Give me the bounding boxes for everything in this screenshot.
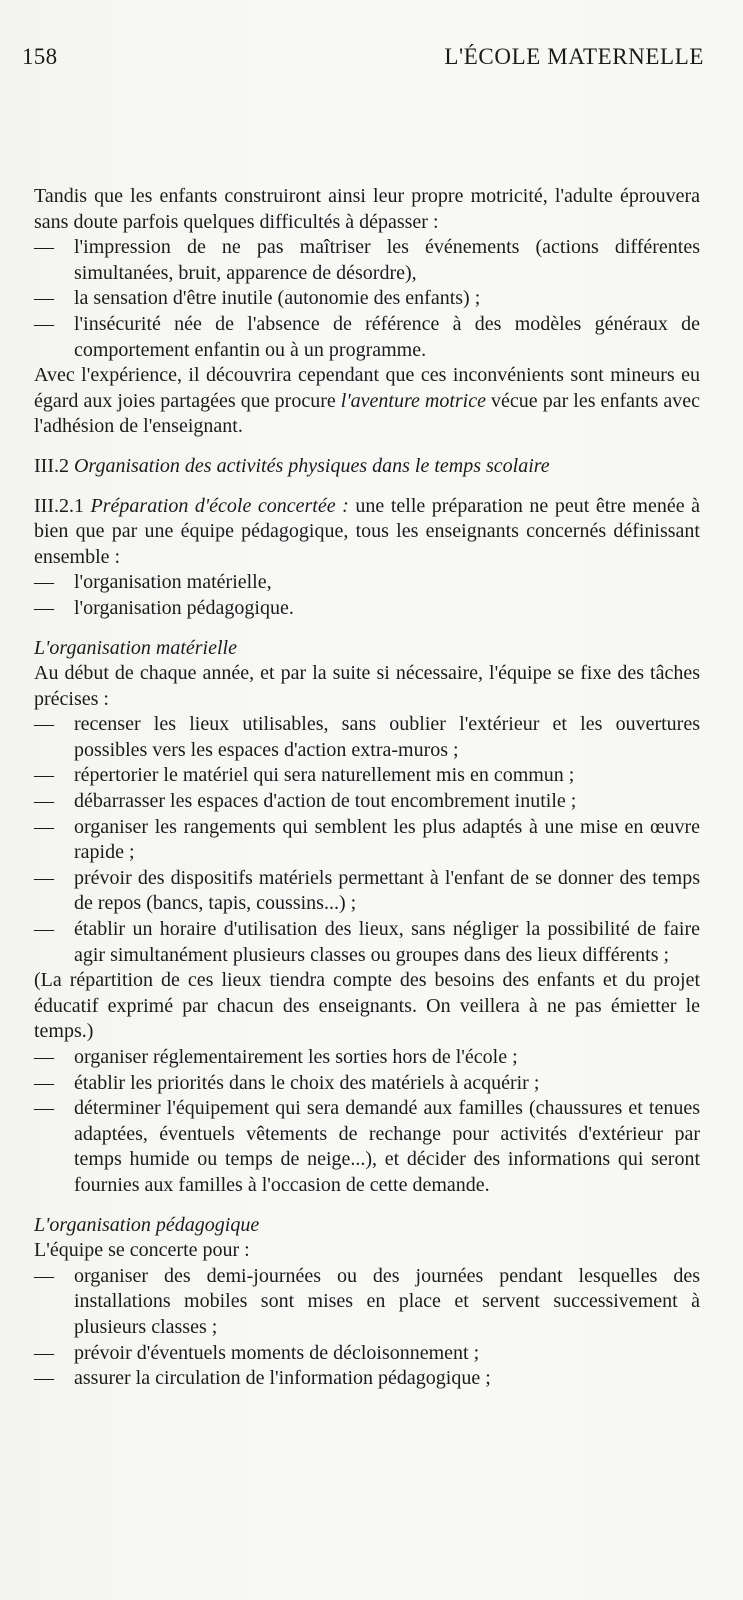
dash-mark: — xyxy=(34,815,54,838)
dash-mark: — xyxy=(34,236,54,259)
organisation-materielle-note: (La répartition de ces lieux tiendra compte des besoins des enfants et du projet éducatif exprimé par chacun des enseignants. On veillera à ne pas émietter le temps.) xyxy=(34,969,700,1043)
list-item xyxy=(34,866,700,917)
aventure-motrice-emphasis: l'aventure motrice xyxy=(340,389,486,412)
dash-mark: — xyxy=(34,866,54,889)
page-number: 158 xyxy=(22,44,58,69)
list-item xyxy=(34,712,700,763)
section-number: III.2.1 xyxy=(34,494,91,517)
dash-mark: — xyxy=(34,764,54,787)
list-item-text: recenser les lieux utilisables, sans oublier l'extérieur et les ouvertures possibles vers les espaces d'action extra-muros ; xyxy=(74,713,700,761)
subheading-organisation-pedagogique: L'organisation pédagogique xyxy=(34,1213,260,1236)
list-item xyxy=(34,312,700,363)
list-item-text: débarrasser les espaces d'action de tout encombrement inutile ; xyxy=(74,790,577,813)
section-heading-3-2 xyxy=(34,454,700,480)
section-text: une telle préparation ne peut être menée à bien que par une équipe pédagogique, tous les enseignants concernés définissant ensemble : xyxy=(34,494,701,568)
list-item xyxy=(34,917,700,968)
list-item-text: organiser des demi-journées ou des journées pendant lesquelles des installations mobiles sont mises en place et servent successivement à plusieurs classes ; xyxy=(74,1264,700,1338)
dash-mark: — xyxy=(34,596,54,619)
section-title: Préparation d'école concertée : xyxy=(90,494,349,517)
list-item-text: établir un horaire d'utilisation des lieux, sans négliger la possibilité de faire agir simultanément plusieurs classes ou groupes dans des lieux différents ; xyxy=(74,918,700,966)
list-item xyxy=(34,789,700,815)
section-3-2-1-paragraph xyxy=(34,494,700,571)
list-item-text: organiser réglementairement les sorties hors de l'école ; xyxy=(74,1046,518,1068)
dash-mark: — xyxy=(34,1264,54,1287)
list-item-text: assurer la circulation de l'information pédagogique ; xyxy=(74,1367,491,1390)
list-item-text: l'insécurité née de l'absence de référence à des modèles généraux de comportement enfantin ou à un programme. xyxy=(74,312,700,361)
list-item-text: établir les priorités dans le choix des matériels à acquérir ; xyxy=(74,1071,540,1094)
running-head: L'ÉCOLE MATERNELLE xyxy=(444,44,704,69)
list-item xyxy=(34,763,700,789)
conclusion-text-end: vécue par les enfants avec l'adhésion de l'enseignant. xyxy=(34,389,700,438)
organisation-materielle-list xyxy=(34,712,700,968)
organisation-pedagogique-intro: L'équipe se concerte pour : xyxy=(34,1239,250,1262)
list-item-text: organiser les rangements qui semblent les plus adaptés à une mise en œuvre rapide ; xyxy=(74,815,700,864)
list-item xyxy=(34,1045,700,1071)
section-number: III.2 xyxy=(34,454,74,477)
list-item-text: répertorier le matériel qui sera naturellement mis en commun ; xyxy=(74,764,575,787)
dash-mark: — xyxy=(34,1046,54,1068)
list-item-text: la sensation d'être inutile (autonomie des enfants) ; xyxy=(74,287,481,310)
list-item-text: prévoir d'éventuels moments de décloisonnement ; xyxy=(74,1341,480,1364)
list-item xyxy=(34,596,700,622)
page-body xyxy=(34,184,700,1392)
dash-mark: — xyxy=(34,1071,54,1094)
dash-mark: — xyxy=(34,287,54,310)
dash-mark: — xyxy=(34,1341,54,1364)
list-item xyxy=(34,815,700,866)
organisation-pedagogique-list xyxy=(34,1264,700,1392)
list-item-text: l'organisation pédagogique. xyxy=(74,596,294,619)
section-title: Organisation des activités physiques dans le temps scolaire xyxy=(73,454,550,477)
list-item xyxy=(34,570,700,596)
list-item xyxy=(34,235,700,286)
list-item xyxy=(34,1264,700,1341)
list-item xyxy=(34,1366,700,1392)
list-item xyxy=(34,1341,700,1367)
organisation-materielle-list-continued xyxy=(34,1045,700,1199)
intro-list xyxy=(34,235,700,363)
section-3-2-1-list xyxy=(34,570,700,621)
dash-mark: — xyxy=(34,790,54,813)
dash-mark: — xyxy=(34,1097,54,1120)
dash-mark: — xyxy=(34,571,54,594)
intro-paragraph: Tandis que les enfants construiront ainsi leur propre motricité, l'adulte éprouvera sans doute parfois quelques difficultés à dépasser : xyxy=(34,185,700,233)
list-item xyxy=(34,286,700,312)
conclusion-text-start: Avec l'expérience, il découvrira cependant que ces inconvénients sont mineurs eu égard aux joies partagées que procure xyxy=(34,364,700,412)
subheading-organisation-materielle: L'organisation matérielle xyxy=(34,636,237,659)
list-item xyxy=(34,1071,700,1097)
list-item-text: l'impression de ne pas maîtriser les événements (actions différentes simultanées, bruit, apparence de désordre), xyxy=(74,236,700,284)
list-item-text: déterminer l'équipement qui sera demandé aux familles (chaussures et tenues adaptées, éventuels vêtements de rechange pour activités d'extérieur par temps humide ou temps de neige...), et décider des informations qui seront fournies aux familles à l'occasion de cette demande. xyxy=(74,1097,700,1196)
dash-mark: — xyxy=(34,312,54,335)
dash-mark: — xyxy=(34,918,54,941)
dash-mark: — xyxy=(34,713,54,736)
list-item-text: prévoir des dispositifs matériels permettant à l'enfant de se donner des temps de repos (bancs, tapis, coussins...) ; xyxy=(74,866,700,915)
page-header xyxy=(22,44,704,78)
list-item-text: l'organisation matérielle, xyxy=(74,571,272,594)
conclusion-paragraph xyxy=(34,363,700,440)
dash-mark: — xyxy=(34,1367,54,1390)
organisation-materielle-intro: Au début de chaque année, et par la suite si nécessaire, l'équipe se fixe des tâches précises : xyxy=(34,662,700,710)
list-item xyxy=(34,1096,700,1198)
